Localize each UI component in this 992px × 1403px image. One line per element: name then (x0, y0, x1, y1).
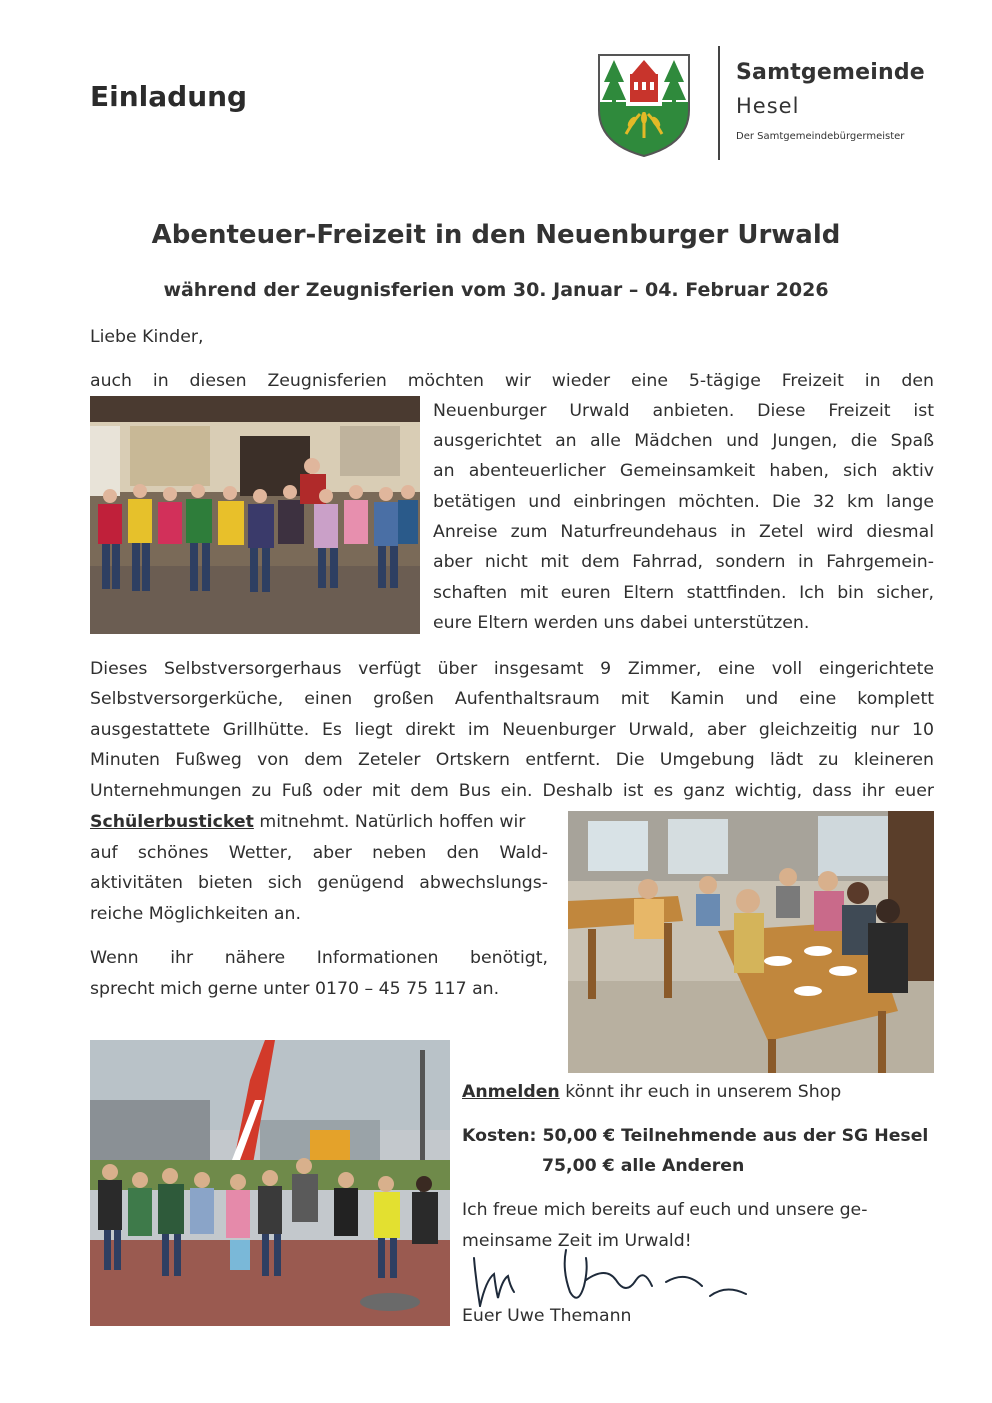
house-line: Selbstversorgerküche, einen großen Aufenthaltsraum mit Kamin und eine komplett (90, 689, 934, 709)
ticket-rest: mitnehmt. Natürlich hoffen wir (253, 812, 526, 832)
contact-line: sprecht mich gerne unter 0170 – 45 75 117 an. (90, 979, 500, 999)
ticket-word: Schülerbusticket (90, 812, 254, 832)
ticket-line (90, 807, 560, 837)
intro-line: betätigen und einbringen möchten. Die 32 km lange (433, 492, 934, 512)
org-name: Samtgemeinde (736, 60, 925, 85)
contact-line: Wenn ihr nähere Informationen benötigt, (90, 948, 548, 968)
intro-line: Anreise zum Naturfreundehaus in Zetel wird diesmal (433, 522, 934, 542)
weather-line: auf schönes Wetter, aber neben den Wald- (90, 843, 548, 863)
org-place: Hesel (736, 94, 800, 118)
intro-line: aber nicht mit dem Fahrrad, sondern in Fahrgemein- (433, 552, 934, 572)
header-divider (718, 46, 720, 160)
weather-line: reiche Möglichkeiten an. (90, 904, 301, 924)
org-role: Der Samtgemeindebürgermeister (736, 131, 905, 142)
document-kicker: Einladung (90, 80, 248, 113)
cost-line-2: 75,00 € alle Anderen (542, 1156, 745, 1176)
weather-line: aktivitäten bieten sich genügend abwechslungs- (90, 873, 548, 893)
closing-line: Ich freue mich bereits auf euch und unsere ge- (462, 1200, 868, 1220)
intro-line: eure Eltern werden uns dabei unterstützen. (433, 613, 810, 633)
intro-line: auch in diesen Zeugnisferien möchten wir wieder eine 5-tägige Freizeit in den (90, 371, 934, 391)
greeting: Liebe Kinder, (90, 327, 204, 347)
dining-room-photo (568, 811, 934, 1073)
house-line: Unternehmungen zu Fuß oder mit dem Bus ein. Deshalb ist es ganz wichtig, dass ihr euer (90, 781, 934, 801)
cost-line: Kosten: 50,00 € Teilnehmende aus der SG Hesel (462, 1126, 929, 1146)
intro-line: ausgerichtet an alle Mädchen und Jungen, die Spaß (433, 431, 934, 451)
group-photo-house (90, 396, 420, 634)
sign-off: Euer Uwe Themann (462, 1306, 632, 1326)
signup-link[interactable]: Anmelden (462, 1082, 560, 1102)
group-photo-lighthouse (90, 1040, 450, 1326)
signup-rest: könnt ihr euch in unserem Shop (559, 1082, 842, 1102)
house-line: Dieses Selbstversorgerhaus verfügt über insgesamt 9 Zimmer, eine voll eingerichtete (90, 659, 934, 679)
page-title: Abenteuer-Freizeit in den Neuenburger Urwald (151, 220, 841, 250)
signup-line (462, 1077, 841, 1107)
closing-line: meinsame Zeit im Urwald! (462, 1231, 692, 1251)
page-subtitle: während der Zeugnisferien vom 30. Januar – 04. Februar 2026 (163, 279, 829, 301)
house-line: Minuten Fußweg von dem Zeteler Ortskern entfernt. Die Umgebung lädt zu kleineren (90, 750, 934, 770)
intro-line: an abenteuerlicher Gemeinsamkeit haben, sich aktiv (433, 461, 934, 481)
coat-of-arms-icon (596, 52, 692, 158)
intro-line: Neuenburger Urwald anbieten. Diese Freizeit ist (433, 401, 934, 421)
house-line: ausgestattete Grillhütte. Es liegt direkt im Neuenburger Urwald, aber gleichzeitig nur 10 (90, 720, 934, 740)
intro-line: schaften mit euren Eltern stattfinden. Ich bin sicher, (433, 583, 934, 603)
